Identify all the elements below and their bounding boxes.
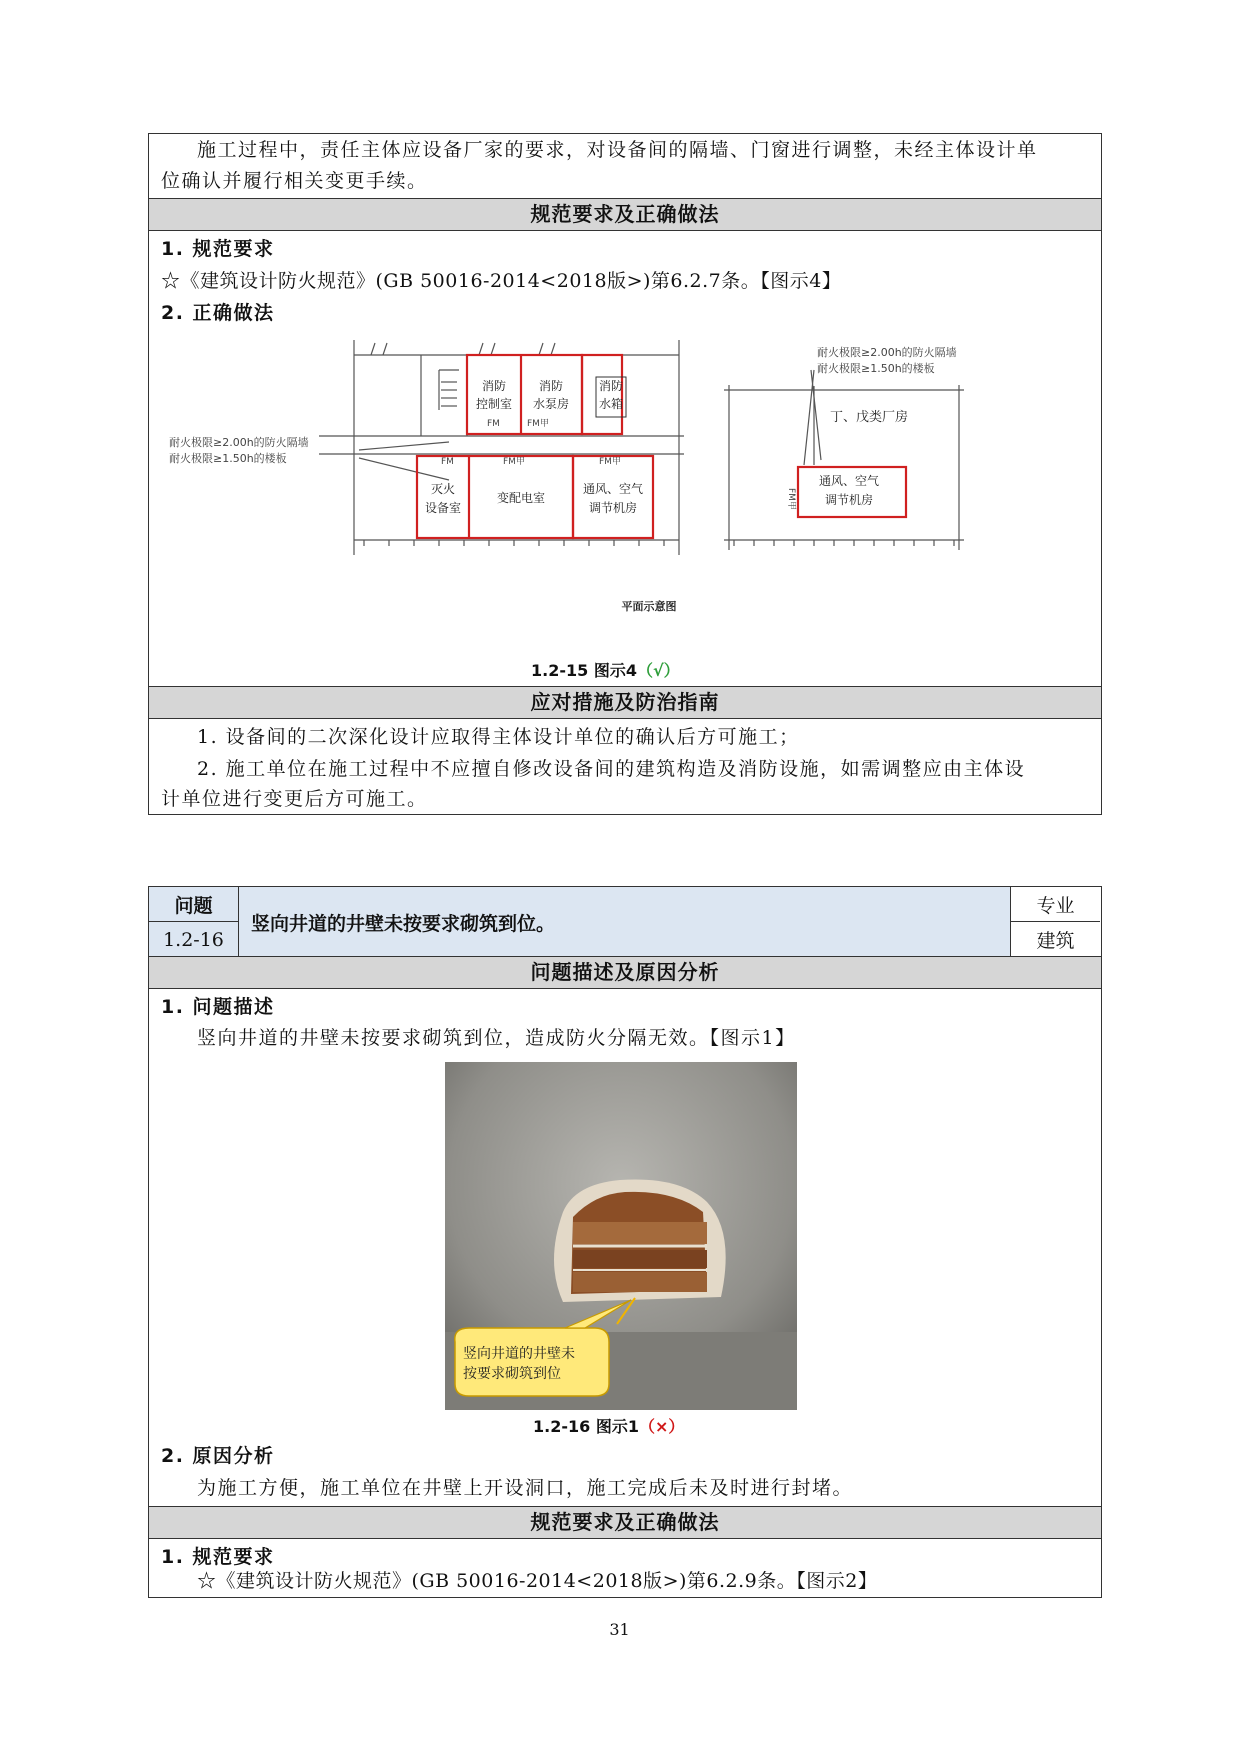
fm-label-2: FM甲 — [527, 419, 549, 429]
room-hvac-1: 通风、空气 — [582, 482, 644, 496]
cause-title: 2. 原因分析 — [161, 1445, 275, 1467]
wall-hole-photo — [445, 1062, 797, 1410]
fm-label-1: FM — [487, 419, 500, 429]
right-room-2: 调节机房 — [824, 493, 874, 507]
correct-title: 2. 正确做法 — [161, 302, 275, 324]
right-room-1: 通风、空气 — [818, 474, 880, 488]
right-label-2: 耐火极限≥1.50h的楼板 — [817, 362, 935, 375]
callout-line-2: 按要求砌筑到位 — [463, 1366, 561, 1382]
fm-label-6: FM甲 — [786, 488, 796, 510]
desc-text: 竖向井道的井壁未按要求砌筑到位，造成防火分隔无效。【图示1】 — [197, 1027, 796, 1049]
spec2-title: 1. 规范要求 — [161, 1546, 275, 1568]
section1-box — [148, 133, 1102, 815]
measure-1: 1. 设备间的二次深化设计应取得主体设计单位的确认后方可施工； — [197, 726, 800, 748]
room-extinguish-1: 灭火 — [430, 482, 456, 496]
room-tank-1: 消防 — [598, 379, 624, 393]
label-problem: 问题 — [149, 887, 239, 922]
spec2-header: 规范要求及正确做法 — [149, 1506, 1101, 1539]
spec-header: 规范要求及正确做法 — [149, 198, 1101, 231]
plan-caption: 平面示意图 — [621, 600, 677, 613]
desc-header: 问题描述及原因分析 — [149, 956, 1101, 989]
fm-label-4: FM甲 — [503, 457, 525, 467]
measures-header: 应对措施及防治指南 — [149, 686, 1101, 719]
spec-title: 1. 规范要求 — [161, 238, 275, 260]
room-pump-1: 消防 — [538, 379, 564, 393]
room-fire-control-2: 控制室 — [475, 397, 513, 411]
section2-box — [148, 956, 1102, 1598]
fig1-caption: 1.2-16 图示1（×） — [533, 1417, 685, 1436]
fm-label-5: FM甲 — [599, 457, 621, 467]
left-label-2: 耐火极限≥1.50h的楼板 — [169, 452, 287, 465]
intro-line-1: 施工过程中，责任主体应设备厂家的要求，对设备间的隔墙、门窗进行调整，未经主体设计单 — [197, 139, 1038, 161]
room-tank-2: 水箱 — [598, 397, 624, 411]
problem-number: 1.2-16 — [149, 922, 239, 957]
room-substation: 变配电室 — [496, 491, 546, 505]
intro-line-2: 位确认并履行相关变更手续。 — [161, 170, 428, 192]
problem-title: 竖向井道的井壁未按要求砌筑到位。 — [239, 887, 1010, 957]
label-discipline: 专业 — [1010, 887, 1100, 922]
page-number: 31 — [609, 1620, 630, 1639]
room-fire-control-1: 消防 — [481, 379, 507, 393]
room-pump-2: 水泵房 — [532, 397, 570, 411]
floor-plan-diagram — [149, 330, 1089, 640]
spec-text: ☆《建筑设计防火规范》(GB 50016-2014<2018版>)第6.2.7条。【图示4】 — [161, 270, 842, 292]
room-hvac-2: 调节机房 — [588, 501, 638, 515]
measure-2-line2: 计单位进行变更后方可施工。 — [161, 788, 428, 810]
problem-title-table — [148, 886, 1102, 958]
check-mark: （√） — [636, 661, 680, 680]
room-extinguish-2: 设备室 — [424, 501, 462, 515]
cross-mark: （×） — [638, 1417, 685, 1436]
left-label-1: 耐火极限≥2.00h的防火隔墙 — [169, 436, 309, 449]
discipline-value: 建筑 — [1010, 922, 1100, 957]
spec2-text: ☆《建筑设计防火规范》(GB 50016-2014<2018版>)第6.2.9条。【图示2】 — [197, 1570, 878, 1592]
desc-title: 1. 问题描述 — [161, 996, 275, 1018]
right-factory: 丁、戊类厂房 — [829, 410, 909, 425]
right-label-1: 耐火极限≥2.00h的防火隔墙 — [817, 346, 957, 359]
callout-line-1: 竖向井道的井壁未 — [463, 1346, 575, 1362]
cause-text: 为施工方便，施工单位在井壁上开设洞口，施工完成后未及时进行封堵。 — [197, 1477, 854, 1499]
measure-2-line1: 2. 施工单位在施工过程中不应擅自修改设备间的建筑构造及消防设施，如需调整应由主体设 — [197, 758, 1026, 780]
fm-label-3: FM — [441, 457, 454, 467]
fig4-caption: 1.2-15 图示4（√） — [531, 661, 680, 680]
